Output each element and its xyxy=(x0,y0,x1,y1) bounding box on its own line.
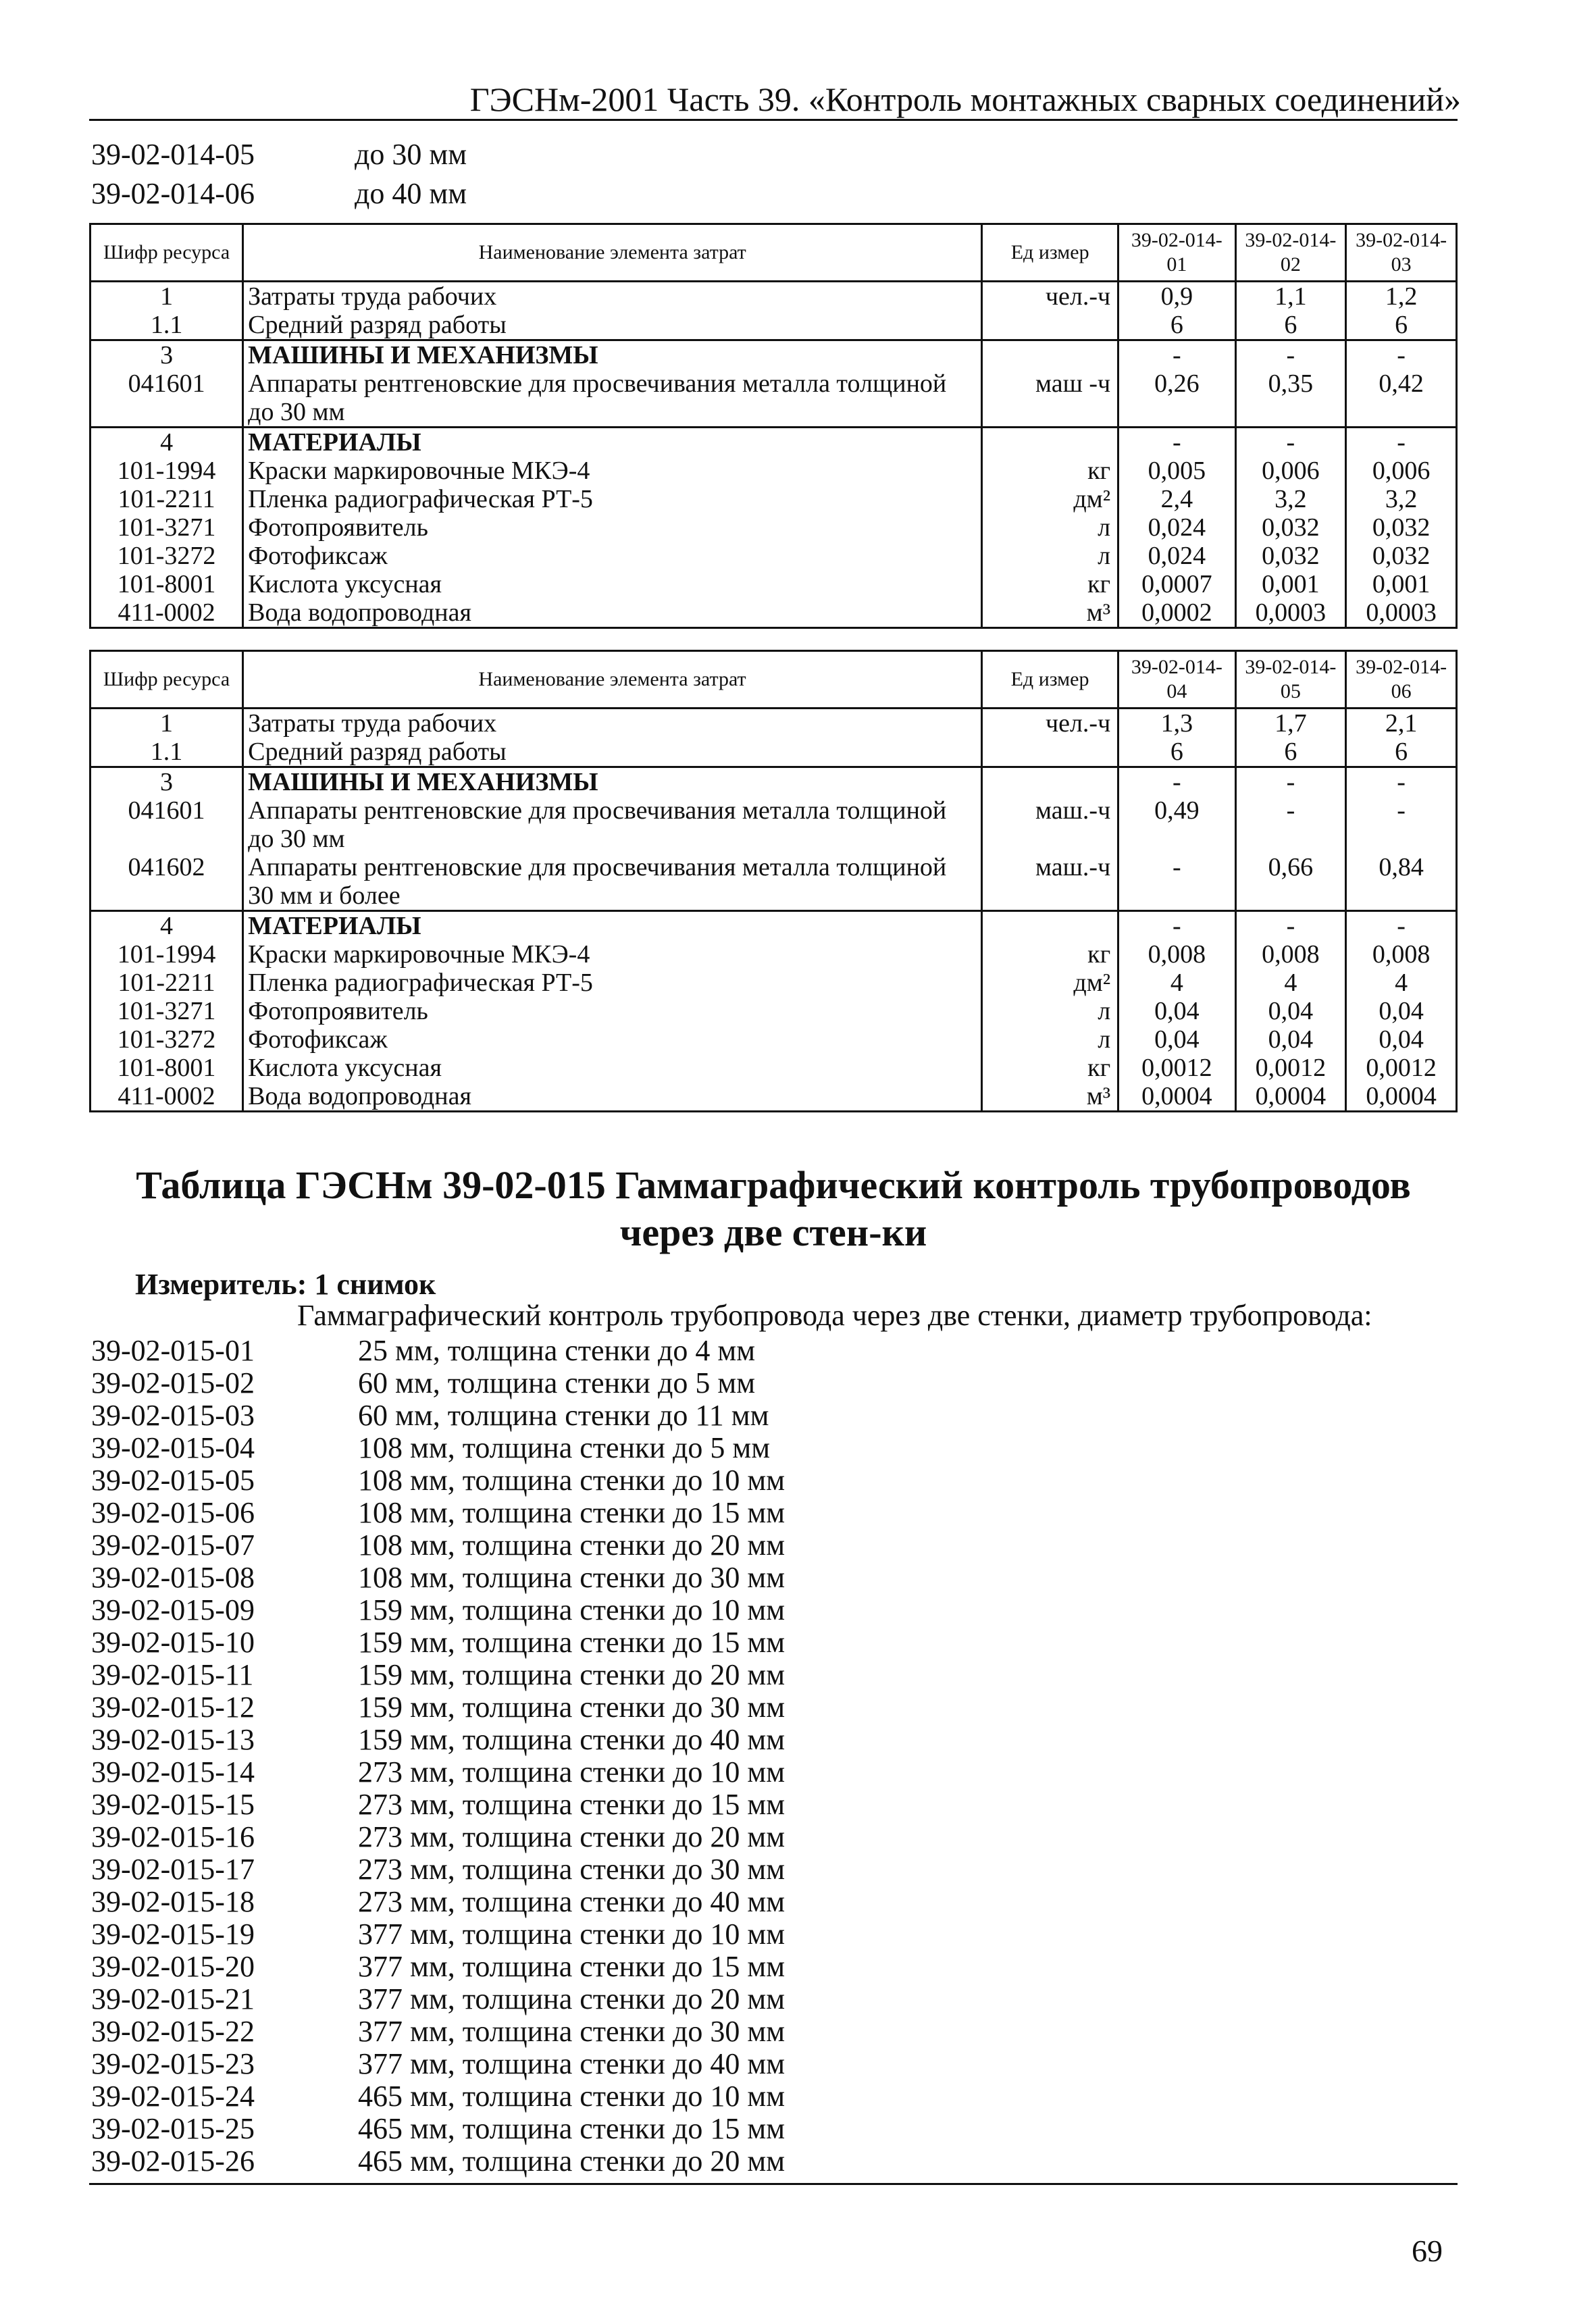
list-item xyxy=(91,1497,785,1529)
item-code: 39-02-015-24 xyxy=(91,2080,255,2113)
cell-value: - xyxy=(1346,340,1457,370)
item-code: 39-02-015-20 xyxy=(91,1950,255,1983)
item-desc: 159 мм, толщина стенки до 30 мм xyxy=(358,1691,786,1724)
cell-name: Аппараты рентгеновские для просвечивания металла толщиной до 30 мм xyxy=(243,796,982,853)
item-desc: 377 мм, толщина стенки до 40 мм xyxy=(358,2047,786,2080)
item-code: 39-02-015-23 xyxy=(91,2047,255,2080)
table-row xyxy=(91,542,1457,570)
item-desc: 60 мм, толщина стенки до 11 мм xyxy=(358,1399,769,1432)
list-item xyxy=(91,1853,785,1886)
cell-unit: дм² xyxy=(981,969,1118,997)
item-desc: 159 мм, толщина стенки до 20 мм xyxy=(358,1658,786,1691)
cell-name: МАШИНЫ И МЕХАНИЗМЫ xyxy=(243,340,982,370)
cell-value: 0,006 xyxy=(1346,457,1457,485)
cell-name: Краски маркировочные МКЭ-4 xyxy=(243,457,982,485)
cell-name: Фотопроявитель xyxy=(243,513,982,542)
table-row xyxy=(91,796,1457,853)
list-item xyxy=(91,1367,785,1399)
list-item xyxy=(91,135,467,174)
item-code: 39-02-015-15 xyxy=(91,1788,255,1821)
cell-value: 0,0007 xyxy=(1118,570,1235,598)
cell-unit: м³ xyxy=(982,598,1118,628)
list-item xyxy=(91,2048,785,2080)
item-code: 39-02-015-17 xyxy=(91,1853,255,1886)
cell-code: 1 xyxy=(91,709,243,738)
cell-code: 3 xyxy=(91,340,243,370)
cell-code: 101-1994 xyxy=(91,940,243,969)
table-row xyxy=(91,598,1457,628)
list-item xyxy=(91,2113,785,2145)
list-item xyxy=(91,1691,785,1724)
item-desc: 273 мм, толщина стенки до 20 мм xyxy=(358,1820,786,1853)
cell-value: 1,3 xyxy=(1118,709,1235,738)
cell-value: 0,0012 xyxy=(1118,1054,1235,1082)
cell-value: 4 xyxy=(1235,969,1346,997)
cell-value: - xyxy=(1118,340,1235,370)
cell-value: 3,2 xyxy=(1346,485,1457,513)
list-item xyxy=(91,1529,785,1562)
table-row xyxy=(91,428,1457,457)
item-code: 39-02-015-14 xyxy=(91,1755,255,1789)
cell-unit: кг xyxy=(981,940,1118,969)
table-row xyxy=(91,738,1457,767)
table-row xyxy=(91,1054,1457,1082)
header-col-3: 39-02-014-06 xyxy=(1346,651,1457,709)
item-desc: 108 мм, толщина стенки до 20 мм xyxy=(358,1528,786,1562)
cell-name: Фотопроявитель xyxy=(243,997,982,1025)
cell-value: 6 xyxy=(1235,738,1346,767)
cell-unit: кг xyxy=(981,1054,1118,1082)
table-row xyxy=(91,969,1457,997)
table-row xyxy=(91,1025,1457,1054)
cell-value: 0,0003 xyxy=(1346,598,1457,628)
list-item xyxy=(91,1789,785,1821)
item-code: 39-02-015-12 xyxy=(91,1691,255,1724)
cell-value: 0,0012 xyxy=(1346,1054,1457,1082)
cell-unit xyxy=(981,911,1118,941)
cell-value: 0,04 xyxy=(1346,1025,1457,1054)
list-item xyxy=(91,1399,785,1432)
item-code: 39-02-015-02 xyxy=(91,1366,255,1399)
item-code: 39-02-014-06 xyxy=(91,177,255,210)
header-unit: Ед измер xyxy=(981,651,1118,709)
cell-value: 0,032 xyxy=(1346,542,1457,570)
cell-name: Затраты труда рабочих xyxy=(243,282,982,311)
cell-value: 1,2 xyxy=(1346,282,1457,311)
table-row xyxy=(91,709,1457,738)
item-code: 39-02-015-05 xyxy=(91,1464,255,1497)
item-desc: 25 мм, толщина стенки до 4 мм xyxy=(358,1334,756,1367)
table-row xyxy=(91,311,1457,340)
cell-value: 4 xyxy=(1118,969,1235,997)
cell-value: 0,001 xyxy=(1346,570,1457,598)
cell-value: 0,0003 xyxy=(1235,598,1346,628)
cell-name: Фотофиксаж xyxy=(243,1025,982,1054)
item-code: 39-02-015-22 xyxy=(91,2015,255,2048)
cell-value: 0,008 xyxy=(1346,940,1457,969)
item-code: 39-02-015-25 xyxy=(91,2112,255,2145)
cell-value: 6 xyxy=(1118,311,1235,340)
item-desc: 159 мм, толщина стенки до 40 мм xyxy=(358,1723,786,1756)
header-col-3: 39-02-014-03 xyxy=(1346,224,1457,282)
cell-value: 0,032 xyxy=(1235,513,1346,542)
table-row xyxy=(91,570,1457,598)
cell-value: 0,008 xyxy=(1118,940,1235,969)
list-item xyxy=(91,174,467,213)
cell-unit xyxy=(982,428,1118,457)
item-desc: 108 мм, толщина стенки до 5 мм xyxy=(358,1431,771,1464)
cell-code: 041601 xyxy=(91,369,243,428)
list-item xyxy=(91,1562,785,1594)
cell-code: 101-3271 xyxy=(91,997,243,1025)
header-code: Шифр ресурса xyxy=(91,651,243,709)
cell-code: 101-3271 xyxy=(91,513,243,542)
cell-name: МАШИНЫ И МЕХАНИЗМЫ xyxy=(243,767,982,797)
item-code: 39-02-015-06 xyxy=(91,1496,255,1529)
cell-code: 1 xyxy=(91,282,243,311)
cell-code: 1.1 xyxy=(91,311,243,340)
cell-value: 0,024 xyxy=(1118,513,1235,542)
table-row xyxy=(91,457,1457,485)
cell-value: - xyxy=(1346,796,1457,853)
item-code: 39-02-015-13 xyxy=(91,1723,255,1756)
cell-value: 0,42 xyxy=(1346,369,1457,428)
item-desc: 108 мм, толщина стенки до 15 мм xyxy=(358,1496,786,1529)
cell-unit xyxy=(982,311,1118,340)
header-col-1: 39-02-014-01 xyxy=(1118,224,1235,282)
cell-unit: кг xyxy=(982,457,1118,485)
cell-name: Пленка радиографическая РТ-5 xyxy=(243,969,982,997)
item-code: 39-02-015-18 xyxy=(91,1885,255,1918)
cell-code: 041602 xyxy=(91,853,243,911)
item-desc: 273 мм, толщина стенки до 15 мм xyxy=(358,1788,786,1821)
cell-unit: дм² xyxy=(982,485,1118,513)
item-desc: 377 мм, толщина стенки до 15 мм xyxy=(358,1950,786,1983)
cell-value: - xyxy=(1235,796,1346,853)
list-item xyxy=(91,1886,785,1918)
cell-value: 0,49 xyxy=(1118,796,1235,853)
item-desc: 377 мм, толщина стенки до 20 мм xyxy=(358,1982,786,2015)
item-desc: 465 мм, толщина стенки до 10 мм xyxy=(358,2080,786,2113)
list-item xyxy=(91,1464,785,1497)
measure-unit: Измеритель: 1 снимок xyxy=(135,1268,436,1301)
cell-value: 0,0012 xyxy=(1235,1054,1346,1082)
cell-code: 101-3272 xyxy=(91,1025,243,1054)
cell-value: 0,04 xyxy=(1118,997,1235,1025)
item-code: 39-02-014-05 xyxy=(91,138,255,171)
list-item xyxy=(91,1724,785,1756)
cell-value: 0,04 xyxy=(1346,997,1457,1025)
item-code: 39-02-015-08 xyxy=(91,1561,255,1594)
table-row xyxy=(91,485,1457,513)
list-item xyxy=(91,1918,785,1951)
header-rule xyxy=(89,119,1458,121)
cell-unit: м³ xyxy=(981,1082,1118,1112)
cell-name: Вода водопроводная xyxy=(243,598,982,628)
item-code: 39-02-015-09 xyxy=(91,1593,255,1626)
cell-name: МАТЕРИАЛЫ xyxy=(243,428,982,457)
resource-table-2 xyxy=(89,650,1458,1112)
cell-name: Аппараты рентгеновские для просвечивания металла толщиной 30 мм и более xyxy=(243,853,982,911)
list-item xyxy=(91,1951,785,1983)
cell-value: 0,26 xyxy=(1118,369,1235,428)
list-item xyxy=(91,1335,785,1367)
cell-value: 0,35 xyxy=(1235,369,1346,428)
item-desc: 273 мм, толщина стенки до 10 мм xyxy=(358,1755,786,1789)
cell-unit: чел.-ч xyxy=(981,709,1118,738)
cell-value: 6 xyxy=(1235,311,1346,340)
cell-name: Фотофиксаж xyxy=(243,542,982,570)
table-row xyxy=(91,282,1457,311)
cell-value: 0,0004 xyxy=(1346,1082,1457,1112)
cell-value: - xyxy=(1118,767,1235,797)
cell-value: - xyxy=(1346,911,1457,941)
cell-code: 411-0002 xyxy=(91,598,243,628)
header-col-2: 39-02-014-05 xyxy=(1235,651,1346,709)
cell-value: 6 xyxy=(1346,738,1457,767)
cell-name: Вода водопроводная xyxy=(243,1082,982,1112)
header-col-2: 39-02-014-02 xyxy=(1235,224,1346,282)
table-row xyxy=(91,853,1457,911)
item-desc: 273 мм, толщина стенки до 40 мм xyxy=(358,1885,786,1918)
table-body xyxy=(91,282,1457,628)
cell-value: 0,0004 xyxy=(1118,1082,1235,1112)
table-row xyxy=(91,911,1457,941)
cell-value: 1,7 xyxy=(1235,709,1346,738)
cell-value: 0,008 xyxy=(1235,940,1346,969)
section-title: Таблица ГЭСНм 39-02-015 Гаммаграфический контроль трубопроводов через две стен-ки xyxy=(136,1163,1411,1254)
list-item xyxy=(91,1756,785,1789)
table-row xyxy=(91,1082,1457,1112)
cell-name: Краски маркировочные МКЭ-4 xyxy=(243,940,982,969)
cell-unit xyxy=(981,738,1118,767)
cell-unit: кг xyxy=(982,570,1118,598)
cell-value: 0,006 xyxy=(1235,457,1346,485)
item-code: 39-02-015-19 xyxy=(91,1918,255,1951)
item-list xyxy=(91,1335,785,2178)
cell-unit xyxy=(982,340,1118,370)
item-code: 39-02-015-03 xyxy=(91,1399,255,1432)
cell-value: 0,9 xyxy=(1118,282,1235,311)
cell-value: 0,04 xyxy=(1118,1025,1235,1054)
cell-unit: маш.-ч xyxy=(981,796,1118,853)
cell-value: 0,005 xyxy=(1118,457,1235,485)
list-item xyxy=(91,2080,785,2113)
cell-value: - xyxy=(1235,767,1346,797)
cell-name: МАТЕРИАЛЫ xyxy=(243,911,982,941)
cell-value: 1,1 xyxy=(1235,282,1346,311)
item-desc: до 40 мм xyxy=(355,177,467,210)
table-row xyxy=(91,767,1457,797)
table-row xyxy=(91,369,1457,428)
item-code: 39-02-015-21 xyxy=(91,1982,255,2015)
cell-code: 1.1 xyxy=(91,738,243,767)
item-code: 39-02-015-16 xyxy=(91,1820,255,1853)
cell-value: 6 xyxy=(1118,738,1235,767)
header-col-1: 39-02-014-04 xyxy=(1118,651,1235,709)
cell-value: 0,0004 xyxy=(1235,1082,1346,1112)
cell-value: 3,2 xyxy=(1235,485,1346,513)
table-header-row xyxy=(91,224,1457,282)
cell-value: 6 xyxy=(1346,311,1457,340)
cell-value: - xyxy=(1118,853,1235,911)
cell-code: 3 xyxy=(91,767,243,797)
list-item xyxy=(91,1432,785,1464)
section-intro: Гаммаграфический контроль трубопровода через две стенки, диаметр трубопровода: xyxy=(297,1299,1372,1332)
list-item xyxy=(91,2145,785,2178)
list-item xyxy=(91,1594,785,1626)
cell-code: 101-8001 xyxy=(91,570,243,598)
item-code: 39-02-015-26 xyxy=(91,2144,255,2178)
cell-name: Средний разряд работы xyxy=(243,738,982,767)
item-code: 39-02-015-04 xyxy=(91,1431,255,1464)
item-desc: 108 мм, толщина стенки до 10 мм xyxy=(358,1464,786,1497)
cell-value: - xyxy=(1346,767,1457,797)
item-desc: 377 мм, толщина стенки до 30 мм xyxy=(358,2015,786,2048)
cell-value: - xyxy=(1235,428,1346,457)
header-code: Шифр ресурса xyxy=(91,224,243,282)
cell-value: 4 xyxy=(1346,969,1457,997)
cell-value: 0,032 xyxy=(1346,513,1457,542)
item-desc: 159 мм, толщина стенки до 10 мм xyxy=(358,1593,786,1626)
item-code: 39-02-015-07 xyxy=(91,1528,255,1562)
header-unit: Ед измер xyxy=(982,224,1118,282)
cell-value: 0,84 xyxy=(1346,853,1457,911)
header-name: Наименование элемента затрат xyxy=(243,651,982,709)
cell-unit: л xyxy=(981,997,1118,1025)
footer-rule xyxy=(89,2183,1458,2185)
cell-value: - xyxy=(1235,911,1346,941)
cell-name: Средний разряд работы xyxy=(243,311,982,340)
cell-value: 0,001 xyxy=(1235,570,1346,598)
item-desc: до 30 мм xyxy=(355,138,467,171)
table-row xyxy=(91,340,1457,370)
item-desc: 159 мм, толщина стенки до 15 мм xyxy=(358,1626,786,1659)
cell-value: 2,1 xyxy=(1346,709,1457,738)
list-item xyxy=(91,1983,785,2015)
cell-value: 0,032 xyxy=(1235,542,1346,570)
item-desc: 108 мм, толщина стенки до 30 мм xyxy=(358,1561,786,1594)
cell-name: Затраты труда рабочих xyxy=(243,709,982,738)
item-desc: 465 мм, толщина стенки до 15 мм xyxy=(358,2112,786,2145)
cell-value: - xyxy=(1118,428,1235,457)
cell-value: - xyxy=(1346,428,1457,457)
cell-value: 0,04 xyxy=(1235,997,1346,1025)
cell-name: Пленка радиографическая РТ-5 xyxy=(243,485,982,513)
item-desc: 377 мм, толщина стенки до 10 мм xyxy=(358,1918,786,1951)
cell-value: 0,0002 xyxy=(1118,598,1235,628)
cell-unit: маш.-ч xyxy=(981,853,1118,911)
item-code: 39-02-015-10 xyxy=(91,1626,255,1659)
cell-code: 101-3272 xyxy=(91,542,243,570)
table-header-row xyxy=(91,651,1457,709)
header-name: Наименование элемента затрат xyxy=(243,224,982,282)
cell-code: 101-2211 xyxy=(91,969,243,997)
cell-value: - xyxy=(1235,340,1346,370)
cell-value: 0,024 xyxy=(1118,542,1235,570)
cell-code: 4 xyxy=(91,428,243,457)
cell-code: 411-0002 xyxy=(91,1082,243,1112)
table-body xyxy=(91,709,1457,1112)
top-item-list xyxy=(91,135,467,213)
cell-unit xyxy=(981,767,1118,797)
table-row xyxy=(91,940,1457,969)
cell-unit: чел.-ч xyxy=(982,282,1118,311)
cell-name: Аппараты рентгеновские для просвечивания металла толщиной до 30 мм xyxy=(243,369,982,428)
cell-value: 2,4 xyxy=(1118,485,1235,513)
page-number: 69 xyxy=(1412,2234,1443,2268)
cell-code: 101-8001 xyxy=(91,1054,243,1082)
cell-value: 0,04 xyxy=(1235,1025,1346,1054)
resource-table-1 xyxy=(89,223,1458,629)
cell-code: 041601 xyxy=(91,796,243,853)
cell-unit: л xyxy=(982,513,1118,542)
item-desc: 273 мм, толщина стенки до 30 мм xyxy=(358,1853,786,1886)
cell-name: Кислота уксусная xyxy=(243,570,982,598)
list-item xyxy=(91,1821,785,1853)
item-desc: 465 мм, толщина стенки до 20 мм xyxy=(358,2144,786,2178)
item-code: 39-02-015-11 xyxy=(91,1658,254,1691)
cell-value: - xyxy=(1118,911,1235,941)
list-item xyxy=(91,2015,785,2048)
item-code: 39-02-015-01 xyxy=(91,1334,255,1367)
running-header: ГЭСНм-2001 Часть 39. «Контроль монтажных сварных соединений» xyxy=(469,80,1461,118)
list-item xyxy=(91,1626,785,1659)
table-row xyxy=(91,513,1457,542)
cell-unit: маш -ч xyxy=(982,369,1118,428)
list-item xyxy=(91,1659,785,1691)
cell-unit: л xyxy=(982,542,1118,570)
item-desc: 60 мм, толщина стенки до 5 мм xyxy=(358,1366,756,1399)
cell-code: 101-2211 xyxy=(91,485,243,513)
cell-code: 101-1994 xyxy=(91,457,243,485)
cell-name: Кислота уксусная xyxy=(243,1054,982,1082)
table-row xyxy=(91,997,1457,1025)
cell-value: 0,66 xyxy=(1235,853,1346,911)
cell-unit: л xyxy=(981,1025,1118,1054)
cell-code: 4 xyxy=(91,911,243,941)
